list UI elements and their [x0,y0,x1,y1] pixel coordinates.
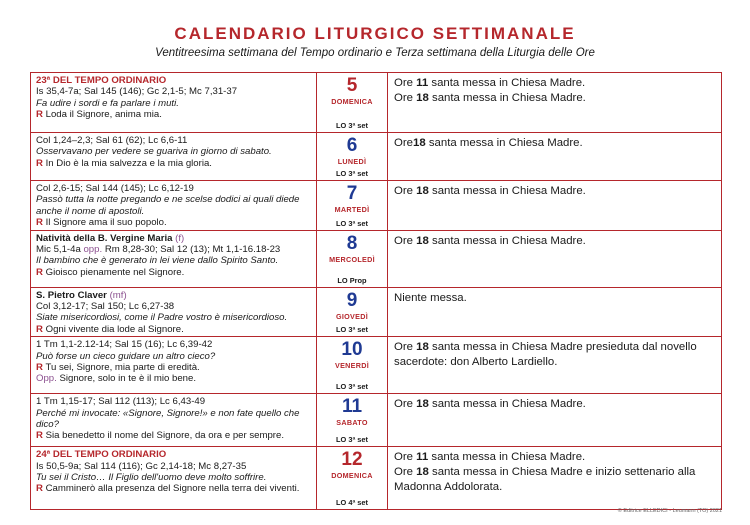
celebration-title: 24ª DEL TEMPO ORDINARIO [36,449,167,461]
day-number: 12 [341,449,363,471]
events-cell [388,73,722,133]
liturgy-of-hours-week: LO 3ª set [336,435,368,445]
liturgy-of-hours-week: LO Prop [337,275,367,285]
event-line: Ore 11 santa messa in Chiesa Madre. [394,77,586,89]
gospel-antiphon: Perché mi invocate: «Signore, Signore!» e non fate quello che dico? [36,407,300,431]
gospel-antiphon: Tu sei il Cristo… Il Figlio dell'uomo deve molto soffrire. [36,472,267,484]
day-number: 11 [341,396,363,418]
readings-references: Mic 5,1-4a opp. Rm 8,28-30; Sal 12 (13); Mt 1,1-16.18-23 [36,244,281,256]
psalm-response: R Il Signore ama il suo popolo. [36,217,167,229]
day-row [31,73,722,133]
date-cell [317,133,388,181]
events-cell [388,287,722,337]
day-name: LUNEDÌ [337,157,367,166]
psalm-response: R Loda il Signore, anima mia. [36,109,162,121]
readings-cell [31,133,317,181]
gospel-antiphon: Può forse un cieco guidare un altro cieco? [36,350,216,362]
celebration-rank: (f) [175,232,185,244]
readings-references: Col 2,6-15; Sal 144 (145); Lc 6,12-19 [36,183,194,194]
liturgy-of-hours-week: LO 3ª set [336,218,368,228]
celebration-title: Natività della B. Vergine Maria (f) [36,232,185,244]
psalm-response: R In Dio è la mia salvezza e la mia gloria. [36,157,212,169]
day-number: 7 [346,183,358,204]
day-row [31,181,722,231]
day-row [31,287,722,337]
events-cell [388,447,722,510]
day-row [31,447,722,510]
day-number: 9 [346,289,358,311]
event-line: Ore 11 santa messa in Chiesa Madre. [394,451,586,464]
day-row [31,337,722,394]
gospel-antiphon: Il bambino che è generato in lei viene dallo Spirito Santo. [36,255,279,267]
gospel-antiphon: Siate misericordiosi, come il Padre vostro è misericordioso. [36,312,288,324]
weekly-calendar-table [30,72,722,510]
event-line: Ore 18 santa messa in Chiesa Madre. [394,185,586,197]
date-cell [317,447,388,510]
readings-cell [31,230,317,287]
event-line: Ore 18 santa messa in Chiesa Madre. [394,92,586,104]
liturgy-of-hours-week: LO 3ª set [336,325,368,335]
day-name: MARTEDÌ [334,205,370,214]
readings-cell [31,181,317,231]
day-row [31,394,722,447]
liturgy-of-hours-week: LO 3ª set [336,169,368,178]
events-cell [388,133,722,181]
psalm-response: R Sia benedetto il nome del Signore, da ora e per sempre. [36,430,285,442]
event-line: Ore 18 santa messa in Chiesa Madre. [394,234,586,247]
psalm-response: R Gioisco pienamente nel Signore. [36,266,185,278]
date-cell [317,287,388,337]
event-line: Ore18 santa messa in Chiesa Madre. [394,137,583,149]
day-number: 10 [341,339,363,361]
liturgy-of-hours-week: LO 3ª set [336,382,368,392]
readings-cell [31,394,317,447]
day-number: 8 [346,232,358,254]
gospel-antiphon: Fa udire i sordi e fa parlare i muti. [36,97,179,109]
readings-cell [31,337,317,394]
date-cell [317,230,388,287]
readings-references: Is 50,5-9a; Sal 114 (116); Gc 2,14-18; Mc 8,27-35 [36,460,247,472]
readings-references: 1 Tm 1,15-17; Sal 112 (113); Lc 6,43-49 [36,396,206,408]
readings-references: Col 1,24–2,3; Sal 61 (62); Lc 6,6-11 [36,135,188,146]
event-line: Ore 18 santa messa in Chiesa Madre presieduta dal novello sacerdote: don Alberto Lardiello. [394,341,697,369]
day-row [31,230,722,287]
readings-cell [31,287,317,337]
copyright: © Editrice ELLEDICI - Leumann (TO) 2021 [617,508,722,514]
psalm-response: R Camminerò alla presenza del Signore nella terra dei viventi. [36,483,300,495]
liturgy-of-hours-week: LO 4ª set [336,498,368,508]
date-cell [317,337,388,394]
celebration-title: S. Pietro Claver (mf) [36,289,127,301]
celebration-rank: (mf) [109,289,127,301]
psalm-response: R Ogni vivente dia lode al Signore. [36,323,184,335]
day-name: VENERDÌ [334,361,370,371]
page-title: CALENDARIO LITURGICO SETTIMANALE [174,24,576,43]
events-cell [388,230,722,287]
day-name: GIOVEDÌ [335,311,369,321]
readings-references: Is 35,4-7a; Sal 145 (146); Gc 2,1-5; Mc 7,31-37 [36,86,238,98]
date-cell [317,181,388,231]
date-cell [317,73,388,133]
day-number: 5 [346,75,358,96]
readings-cell [31,73,317,133]
psalm-response: R Tu sei, Signore, mia parte di eredità. Opp. Signore, solo in te è il mio bene. [36,362,200,385]
celebration-title: 23ª DEL TEMPO ORDINARIO [36,75,167,86]
events-cell [388,181,722,231]
day-name: DOMENICA [331,97,373,106]
event-line: Niente messa. [394,291,467,304]
liturgy-of-hours-week: LO 3ª set [336,121,368,130]
readings-references: 1 Tm 1,1-2.12-14; Sal 15 (16); Lc 6,39-42 [36,339,213,351]
readings-cell [31,447,317,510]
events-cell [388,394,722,447]
day-name: DOMENICA [331,471,373,481]
readings-references: Col 3,12-17; Sal 150; Lc 6,27-38 [36,301,175,313]
event-line: Ore 18 santa messa in Chiesa Madre e inizio settenario alla Madonna Addolorata. [394,466,696,494]
date-cell [317,394,388,447]
day-name: SABATO [336,418,368,428]
page-subtitle: Ventitreesima settimana del Tempo ordinario e Terza settimana della Liturgia delle Ore [155,47,595,59]
day-row [31,133,722,181]
day-name: MERCOLEDÌ [329,254,375,264]
gospel-antiphon: Passò tutta la notte pregando e ne scelse dodici ai quali diede anche il nome di apostoli. [36,194,300,217]
gospel-antiphon: Osservavano per vedere se guariva in giorno di sabato. [36,146,272,158]
day-number: 6 [346,135,358,156]
events-cell [388,337,722,394]
event-line: Ore 18 santa messa in Chiesa Madre. [394,398,586,411]
